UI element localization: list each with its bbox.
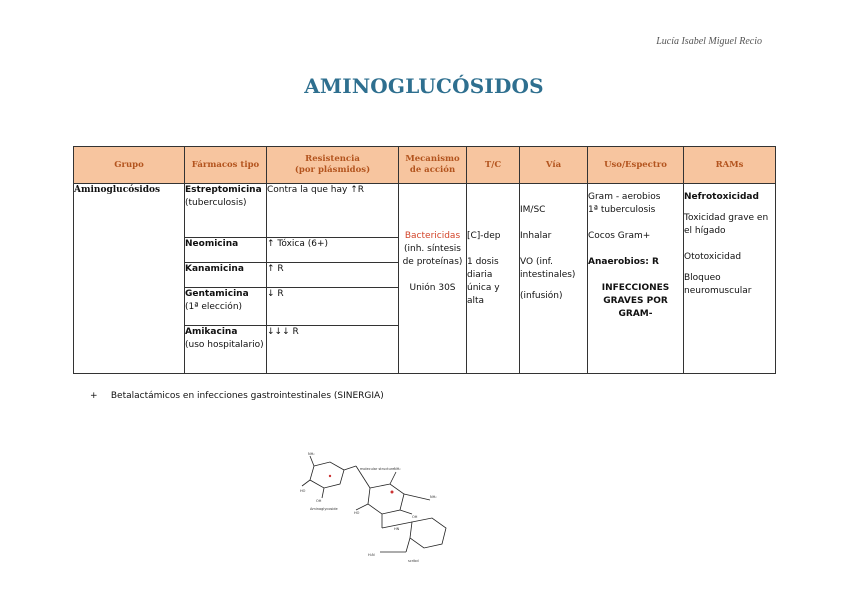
drug-note: (1ª elección) xyxy=(185,302,243,312)
tc-cell xyxy=(467,184,520,374)
drug-note: (uso hospitalario) xyxy=(185,340,264,350)
author-name: Lucía Isabel Miguel Recio xyxy=(656,36,762,47)
svg-text:NH₂: NH₂ xyxy=(308,452,315,456)
rams-bloqueo: Bloqueo neuromuscular xyxy=(684,273,752,296)
header-grupo: Grupo xyxy=(74,147,185,184)
svg-text:H₂N: H₂N xyxy=(368,553,375,557)
aminoglycoside-table xyxy=(73,146,776,374)
svg-text:OH: OH xyxy=(316,499,322,503)
svg-text:NH₂: NH₂ xyxy=(430,495,437,499)
header-mecanismo xyxy=(399,147,467,184)
via-imsc: IM/SC xyxy=(520,205,546,215)
via-vo: VO (inf. intestinales) xyxy=(520,257,576,280)
uso-infecciones: INFECCIONES GRAVES POR GRAM- xyxy=(601,283,670,319)
plus-icon: + xyxy=(90,391,98,401)
resistance-cell: ↓ R xyxy=(267,288,399,326)
drug-name: Amikacina xyxy=(185,327,238,337)
via-cell xyxy=(520,184,588,374)
drug-cell xyxy=(185,238,267,263)
page-title: AMINOGLUCÓSIDOS xyxy=(304,74,544,98)
resistance-cell: ↑ Tóxica (6+) xyxy=(267,238,399,263)
resistance-cell: ↓↓↓ R xyxy=(267,326,399,374)
via-infusion: (infusión) xyxy=(520,291,563,301)
drug-cell xyxy=(185,263,267,288)
header-resistencia xyxy=(267,147,399,184)
uso-cell xyxy=(588,184,684,374)
rams-cell xyxy=(684,184,776,374)
mecanismo-union: Unión 30S xyxy=(409,283,456,293)
uso-tuberculosis: 1ª tuberculosis xyxy=(588,205,656,215)
drug-cell xyxy=(185,288,267,326)
resistance-cell: ↑ R xyxy=(267,263,399,288)
table-header-row xyxy=(74,147,776,184)
uso-anaerobios: Anaerobios: R xyxy=(588,257,659,267)
svg-text:scribd: scribd xyxy=(408,559,419,563)
drug-name: Kanamicina xyxy=(185,264,244,274)
header-farmacos: Fármacos tipo xyxy=(185,147,267,184)
group-cell: Aminoglucósidos xyxy=(74,184,185,374)
drug-name: Gentamicina xyxy=(185,289,249,299)
drug-note: (tuberculosis) xyxy=(185,198,247,208)
tc-dep: [C]-dep xyxy=(467,231,501,241)
header-via: Vía xyxy=(520,147,588,184)
header-mecanismo-line2: de acción xyxy=(409,165,456,175)
rams-ototoxicidad: Ototoxicidad xyxy=(684,252,742,262)
mecanismo-detail: (inh. síntesis de proteínas) xyxy=(402,244,463,267)
header-resistencia-line1: Resistencia xyxy=(305,154,360,164)
aminoglycoside-structure-figure xyxy=(300,452,450,564)
uso-gram-aerobios: Gram - aerobios xyxy=(588,192,661,202)
resistance-cell: Contra la que hay ↑R xyxy=(267,184,399,238)
drug-cell xyxy=(185,326,267,374)
footnote-text: Betalactámicos en infecciones gastrointestinales (SINERGIA) xyxy=(110,391,384,401)
svg-text:Aminoglycoside: Aminoglycoside xyxy=(310,507,338,511)
mecanismo-bactericidas: Bactericidas xyxy=(404,231,461,241)
header-tc: T/C xyxy=(467,147,520,184)
header-resistencia-line2: (por plásmidos) xyxy=(294,165,371,175)
svg-text:HO: HO xyxy=(300,489,306,493)
table-row xyxy=(74,184,776,238)
drug-cell xyxy=(185,184,267,238)
header-uso: Uso/Espectro xyxy=(588,147,684,184)
svg-text:OH: OH xyxy=(412,515,418,519)
svg-text:HO: HO xyxy=(354,511,360,515)
rams-toxicidad: Toxicidad grave en el hígado xyxy=(684,213,769,236)
mecanismo-cell xyxy=(399,184,467,374)
svg-text:NH₂: NH₂ xyxy=(394,467,401,471)
header-mecanismo-line1: Mecanismo xyxy=(405,154,460,164)
rams-nefrotoxicidad: Nefrotoxicidad xyxy=(684,192,759,202)
drug-name: Estreptomicina xyxy=(185,185,262,195)
svg-text:HN: HN xyxy=(394,527,400,531)
footnote xyxy=(90,391,384,401)
via-inhalar: Inhalar xyxy=(520,231,552,241)
header-rams: RAMs xyxy=(684,147,776,184)
svg-text:molecular structure: molecular structure xyxy=(360,467,395,471)
tc-dosis: 1 dosis diaria única y alta xyxy=(467,257,500,306)
uso-cocos: Cocos Gram+ xyxy=(588,231,651,241)
drug-name: Neomicina xyxy=(185,239,239,249)
